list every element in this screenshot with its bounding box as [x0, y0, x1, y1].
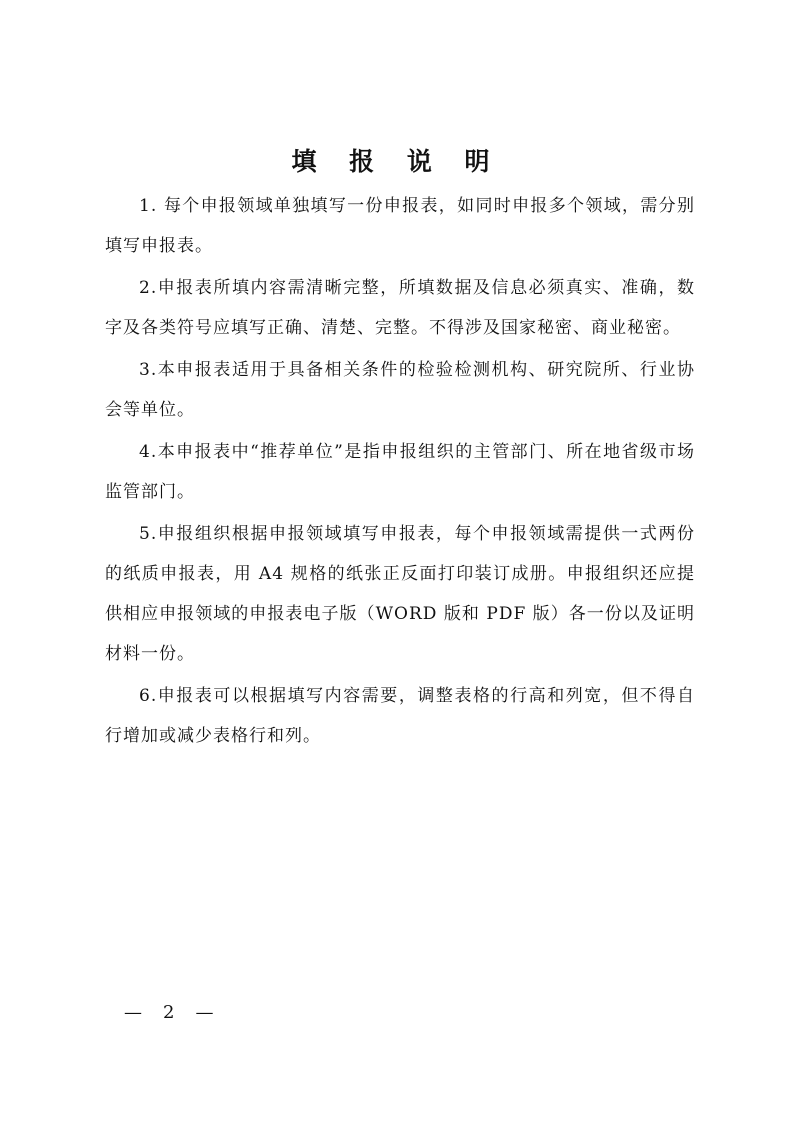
instruction-paragraph-2: 2.申报表所填内容需清晰完整，所填数据及信息必须真实、准确，数字及各类符号应填写正确、清楚、完整。不得涉及国家秘密、商业秘密。	[105, 278, 695, 338]
instruction-paragraph-6: 6.申报表可以根据填写内容需要，调整表格的行高和列宽，但不得自行增加或减少表格行和列。	[105, 686, 695, 746]
instruction-paragraph-5: 5.申报组织根据申报领域填写申报表，每个申报领域需提供一式两份的纸质申报表，用 A4 规格的纸张正反面打印装订成册。申报组织还应提供相应申报领域的申报表电子版（WORD 版和 PDF 版）各一份以及证明材料一份。	[105, 524, 695, 664]
page-title: 填 报 说 明	[291, 147, 502, 176]
instruction-paragraph-1: 1. 每个申报领域单独填写一份申报表，如同时申报多个领域，需分别填写申报表。	[105, 196, 695, 256]
instruction-paragraph-3: 3.本申报表适用于具备相关条件的检验检测机构、研究院所、行业协会等单位。	[105, 360, 695, 420]
page-number: 2	[163, 1002, 177, 1023]
page-number-dash-left: —	[124, 1002, 144, 1023]
page-footer	[123, 1000, 216, 1026]
page-number-dash-right: —	[195, 1002, 216, 1023]
instructions-body	[105, 186, 695, 758]
instruction-paragraph-4: 4.本申报表中“推荐单位”是指申报组织的主管部门、所在地省级市场监管部门。	[105, 442, 695, 502]
